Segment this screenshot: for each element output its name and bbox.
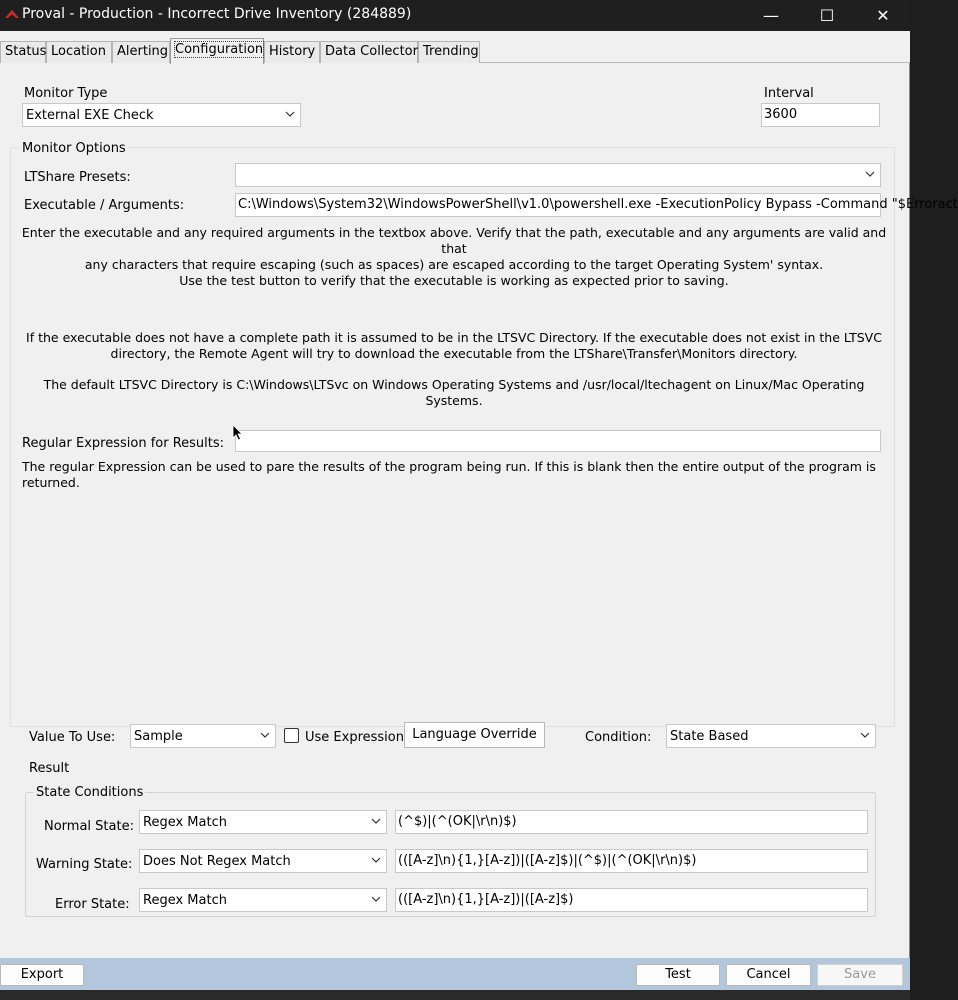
error-state-label: Error State:	[55, 897, 130, 912]
taskbar-edge	[0, 990, 910, 1000]
use-expression-checkbox[interactable]	[284, 728, 299, 743]
executable-arguments-input[interactable]: C:\Windows\System32\WindowsPowerShell\v1.0\powershell.exe -ExecutionPolicy Bypass -Command "$Erroract	[235, 193, 881, 217]
error-state-input[interactable]: (([A-z]\n){1,}[A-z])|([A-z]$)	[395, 888, 868, 912]
tab-configuration[interactable]: Configuration	[170, 38, 264, 64]
error-state-type-select[interactable]: Regex Match	[139, 888, 387, 912]
regex-results-input[interactable]	[235, 430, 881, 452]
chevron-down-icon	[370, 893, 382, 905]
title-bar	[0, 0, 910, 31]
chevron-down-icon	[864, 168, 876, 180]
ltshare-presets-label: LTShare Presets:	[24, 170, 131, 185]
monitor-type-label: Monitor Type	[24, 86, 108, 101]
chevron-down-icon	[859, 729, 871, 741]
warning-state-input[interactable]: (([A-z]\n){1,}[A-z])|([A-z]$)|(^$)|(^(OK|\r\n)$)	[395, 849, 868, 873]
test-button[interactable]: Test	[636, 964, 720, 986]
regex-results-label: Regular Expression for Results:	[22, 436, 225, 451]
close-button[interactable]: ✕	[876, 6, 890, 25]
app-logo-icon	[4, 8, 20, 22]
chevron-down-icon	[284, 108, 296, 120]
value-to-use-select[interactable]: Sample	[130, 724, 276, 748]
executable-help-text: Enter the executable and any required arguments in the textbox above. Verify that the path, executable and any arguments are valid and that any characters that require escaping (such as spaces) are escaped according to the target Operating System' syntax.	[21, 225, 887, 272]
normal-state-type-select[interactable]: Regex Match	[139, 810, 387, 834]
tab-strip	[0, 31, 910, 63]
interval-label: Interval	[764, 86, 814, 101]
normal-state-label: Normal State:	[44, 819, 134, 834]
monitor-options-title: Monitor Options	[22, 141, 126, 156]
footer-bar	[0, 958, 910, 990]
use-expression-label: Use Expression	[305, 730, 404, 745]
tab-location[interactable]: Location	[46, 41, 112, 63]
cancel-button[interactable]: Cancel	[726, 964, 811, 986]
mouse-cursor-icon	[232, 424, 244, 442]
normal-state-input[interactable]: (^$)|(^(OK|\r\n)$)	[395, 810, 868, 834]
warning-state-label: Warning State:	[36, 857, 133, 872]
tab-status[interactable]: Status	[0, 41, 46, 63]
chevron-down-icon	[259, 729, 271, 741]
ltshare-presets-select[interactable]	[235, 163, 881, 187]
path-help-text: If the executable does not have a complete path it is assumed to be in the LTSVC Directory. If the executable does not exist in the LTSVC directory, the Remote Agent will try to download the executable from the LTShare\Transfer\Monitors directory.	[26, 330, 882, 361]
interval-input[interactable]: 3600	[761, 103, 880, 127]
condition-select[interactable]: State Based	[666, 724, 876, 748]
warning-state-type-select[interactable]: Does Not Regex Match	[139, 849, 387, 873]
executable-label: Executable / Arguments:	[24, 198, 185, 213]
default-directory-text: The default LTSVC Directory is C:\Windows\LTSvc on Windows Operating Systems and /usr/local/ltechagent on Linux/Mac Operating Systems.	[43, 377, 865, 408]
monitor-type-select[interactable]: External EXE Check	[22, 103, 301, 127]
result-label: Result	[29, 761, 70, 776]
regex-help-text: The regular Expression can be used to pare the results of the program being run. If this is blank then the entire output of the program is returned.	[22, 459, 876, 490]
value-to-use-label: Value To Use:	[29, 730, 116, 745]
test-help-text: Use the test button to verify that the executable is working as expected prior to saving.	[179, 273, 729, 288]
tab-trending[interactable]: Trending	[418, 41, 480, 63]
export-button[interactable]: Export	[0, 964, 84, 986]
maximize-button[interactable]: ☐	[819, 6, 835, 25]
language-override-button[interactable]: Language Override	[404, 722, 545, 748]
window-title: Proval - Production - Incorrect Drive Inventory (284889)	[22, 6, 412, 22]
tab-alerting[interactable]: Alerting	[112, 41, 170, 63]
minimize-button[interactable]: —	[763, 6, 779, 25]
tab-history[interactable]: History	[264, 41, 320, 63]
chevron-down-icon	[370, 854, 382, 866]
tab-data-collector[interactable]: Data Collector	[320, 41, 418, 63]
chevron-down-icon	[370, 815, 382, 827]
state-conditions-title: State Conditions	[36, 785, 144, 800]
condition-label: Condition:	[585, 730, 652, 745]
configuration-panel	[0, 63, 958, 958]
save-button[interactable]: Save	[817, 964, 903, 986]
